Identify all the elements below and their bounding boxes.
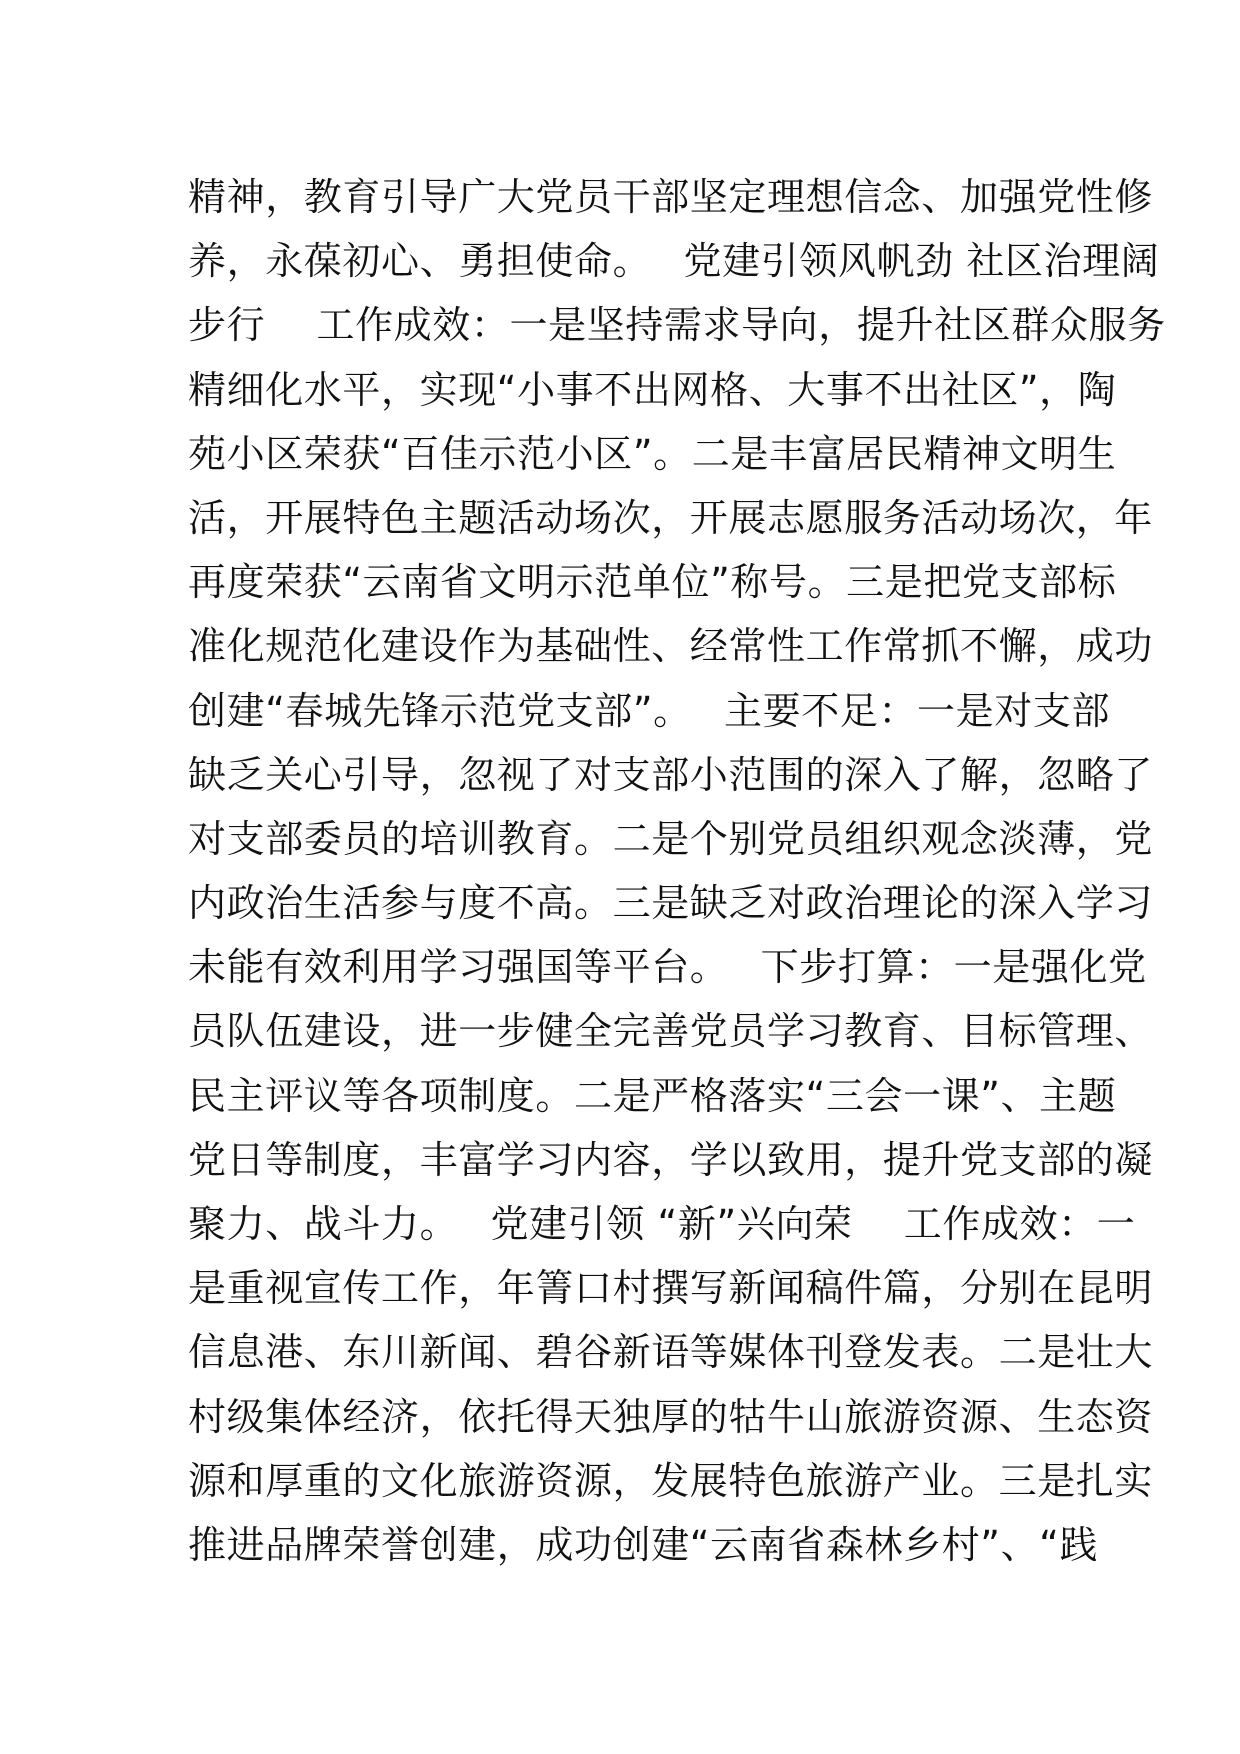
text-line: 活，开展特色主题活动场次，开展志愿服务活动场次，年 bbox=[188, 495, 1154, 540]
text-line: 准化规范化建设作为基础性、经常性工作常抓不懈，成功 bbox=[188, 624, 1154, 669]
text-line: 步行 工作成效：一是坚持需求导向，提升社区群众服务 bbox=[188, 303, 1166, 348]
text-line: 是重视宣传工作，年箐口村撰写新闻稿件篇，分别在昆明 bbox=[188, 1266, 1154, 1311]
text-line: 信息港、东川新闻、碧谷新语等媒体刊登发表。二是壮大 bbox=[188, 1330, 1154, 1375]
text-line: 再度荣获“云南省文明示范单位”称号。三是把党支部标 bbox=[188, 560, 1117, 605]
text-line: 推进品牌荣誉创建，成功创建“云南省森林乡村”、“践 bbox=[188, 1522, 1099, 1567]
text-line: 民主评议等各项制度。二是严格落实“三会一课”、主题 bbox=[188, 1073, 1117, 1118]
text-line: 源和厚重的文化旅游资源，发展特色旅游产业。三是扎实 bbox=[188, 1458, 1154, 1503]
text-line: 对支部委员的培训教育。二是个别党员组织观念淡薄，党 bbox=[188, 816, 1154, 861]
text-line: 员队伍建设，进一步健全完善党员学习教育、目标管理、 bbox=[188, 1009, 1154, 1054]
text-line: 未能有效利用学习强国等平台。 下步打算：一是强化党 bbox=[188, 945, 1147, 990]
text-line: 精神，教育引导广大党员干部坚定理想信念、加强党性修 bbox=[188, 175, 1154, 219]
text-line: 创建“春城先锋示范党支部”。 主要不足：一是对支部 bbox=[188, 688, 1111, 733]
text-line: 精细化水平，实现“小事不出网格、大事不出社区”，陶 bbox=[188, 367, 1117, 412]
text-line: 缺乏关心引导，忽视了对支部小范围的深入了解，忽略了 bbox=[188, 752, 1154, 797]
text-line: 党日等制度，丰富学习内容，学以致用，提升党支部的凝 bbox=[188, 1137, 1154, 1182]
text-line: 内政治生活参与度不高。三是缺乏对政治理论的深入学习 bbox=[188, 881, 1154, 926]
body-text bbox=[188, 165, 1166, 1577]
text-line: 养，永葆初心、勇担使命。 党建引领风帆劲 社区治理阔 bbox=[188, 239, 1160, 284]
text-line: 村级集体经济，依托得天独厚的牯牛山旅游资源、生态资 bbox=[188, 1394, 1154, 1439]
text-line: 聚力、战斗力。 党建引领 “新”兴向荣 工作成效：一 bbox=[188, 1202, 1136, 1246]
text-line: 苑小区荣获“百佳示范小区”。二是丰富居民精神文明生 bbox=[188, 431, 1117, 476]
